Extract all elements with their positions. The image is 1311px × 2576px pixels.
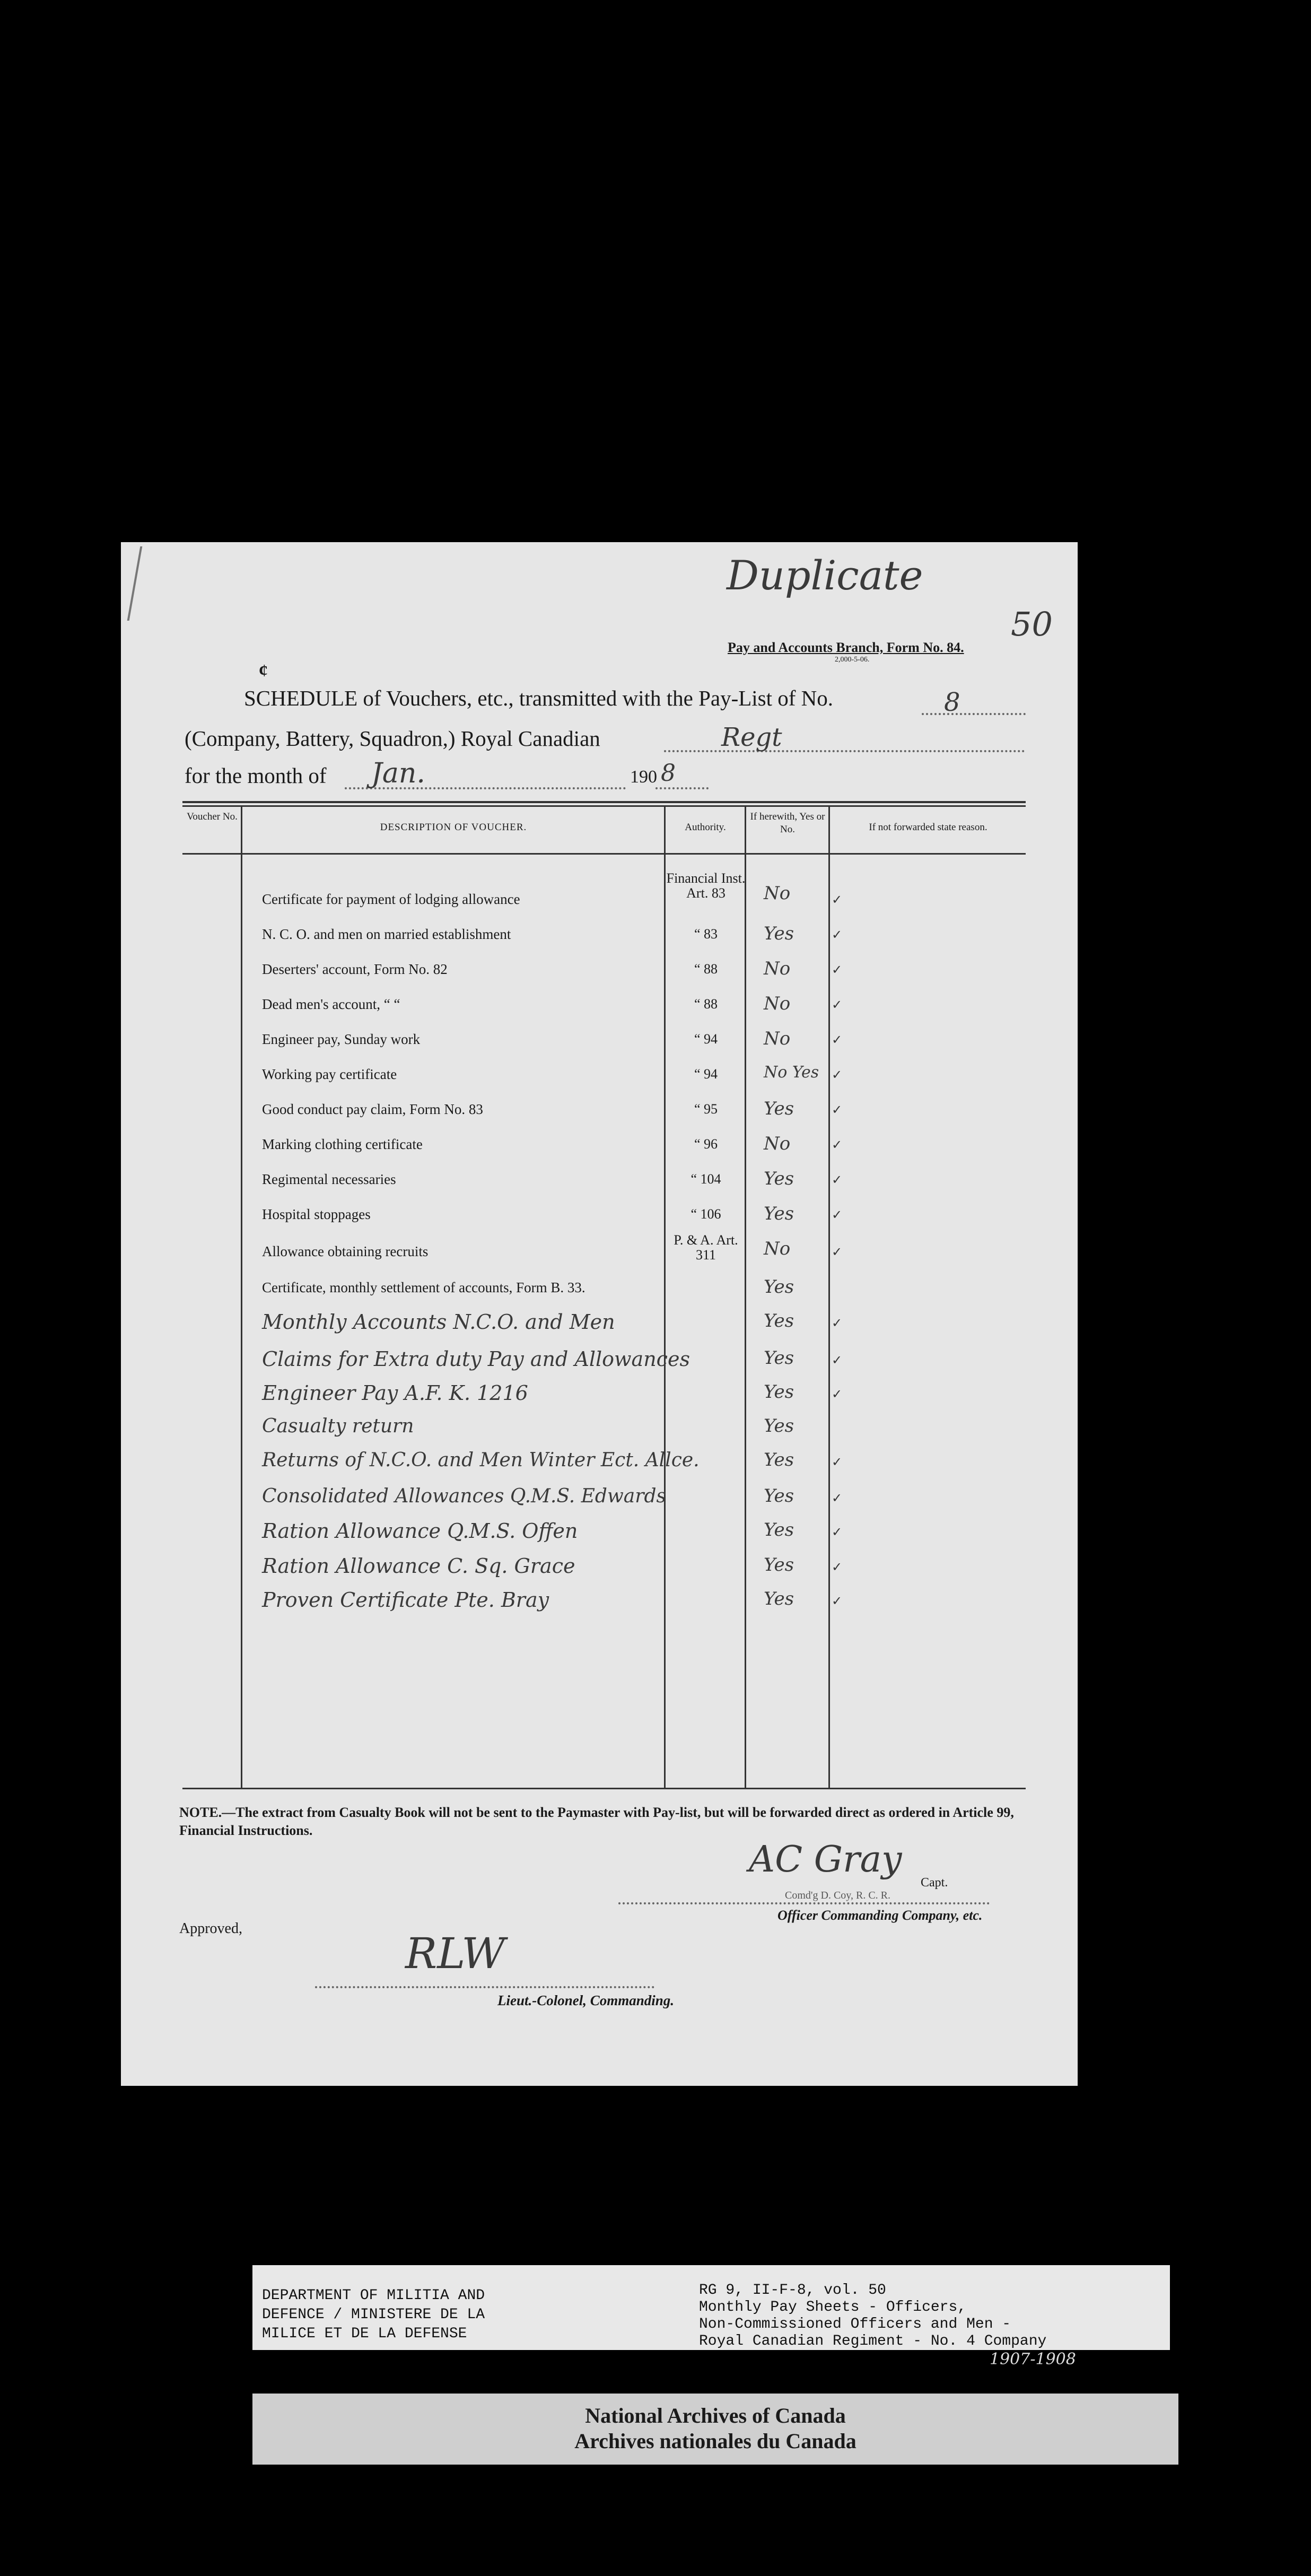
check-mark-icon: ✓ bbox=[832, 1317, 843, 1330]
archives-name-en: National Archives of Canada bbox=[585, 2404, 846, 2427]
check-mark-icon: ✓ bbox=[832, 1068, 843, 1082]
row-authority: “ 88 bbox=[694, 961, 718, 977]
row-authority: “ 94 bbox=[694, 1066, 718, 1082]
row-description: Hospital stoppages bbox=[262, 1206, 371, 1222]
print-code: 2,000-5-06. bbox=[835, 656, 870, 664]
row-description: Working pay certificate bbox=[262, 1066, 397, 1082]
paylist-dotted-line bbox=[922, 713, 1026, 715]
check-mark-icon: ✓ bbox=[832, 893, 843, 907]
year-suffix: 8 bbox=[661, 760, 676, 787]
check-mark-icon: ✓ bbox=[832, 1208, 843, 1222]
check-mark-icon: ✓ bbox=[832, 1103, 843, 1117]
row-herewith: Yes bbox=[764, 1449, 794, 1470]
row-authority: P. & A. Art. 311 bbox=[674, 1232, 738, 1263]
row-herewith: No Yes bbox=[764, 1063, 819, 1082]
header-herewith: If herewith, Yes or No. bbox=[750, 811, 825, 835]
month-value: Jan. bbox=[371, 758, 425, 789]
table-top-rule bbox=[182, 801, 1026, 803]
marker-glyph: ¢ bbox=[259, 661, 268, 681]
row-authority: “ 104 bbox=[691, 1171, 721, 1187]
officer-signature: AC Gray bbox=[749, 1839, 902, 1881]
check-mark-icon: ✓ bbox=[832, 963, 843, 977]
row-description: Good conduct pay claim, Form No. 83 bbox=[262, 1101, 483, 1117]
row-description: Ration Allowance C. Sq. Grace bbox=[262, 1554, 575, 1578]
lc-caption: Lieut.-Colonel, Commanding. bbox=[497, 1992, 675, 2008]
approved-label: Approved, bbox=[179, 1920, 242, 1937]
company-stamp: Comd'g D. Coy, R. C. R. bbox=[785, 1890, 891, 1901]
lc-dotted-line bbox=[315, 1986, 654, 1988]
row-herewith: No bbox=[764, 1133, 791, 1154]
years-annotation: 1907-1908 bbox=[990, 2350, 1076, 2369]
row-description: Proven Certificate Pte. Bray bbox=[262, 1588, 549, 1612]
captain-label: Capt. bbox=[921, 1876, 948, 1890]
row-description: Deserters' account, Form No. 82 bbox=[262, 961, 448, 977]
row-herewith: Yes bbox=[764, 1588, 794, 1609]
row-description: Marking clothing certificate bbox=[262, 1136, 423, 1152]
check-mark-icon: ✓ bbox=[832, 998, 843, 1012]
row-authority: “ 83 bbox=[694, 926, 718, 942]
row-description: Consolidated Allowances Q.M.S. Edwards bbox=[262, 1485, 666, 1507]
row-authority: “ 94 bbox=[694, 1031, 718, 1047]
row-herewith: Yes bbox=[764, 1310, 794, 1331]
row-description: Certificate for payment of lodging allowance bbox=[262, 891, 520, 907]
row-description: Engineer pay, Sunday work bbox=[262, 1031, 421, 1047]
row-description: Regimental necessaries bbox=[262, 1171, 396, 1187]
row-description: Certificate, monthly settlement of accounts, Form B. 33. bbox=[262, 1280, 585, 1295]
row-herewith: Yes bbox=[764, 923, 794, 944]
check-mark-icon: ✓ bbox=[832, 1246, 843, 1259]
row-herewith: Yes bbox=[764, 1485, 794, 1507]
branch-form-label: Pay and Accounts Branch, Form No. 84. bbox=[728, 640, 964, 655]
row-herewith: Yes bbox=[764, 1519, 794, 1541]
header-authority: Authority. bbox=[685, 822, 726, 833]
dept-line-1: DEPARTMENT OF MILITIA AND bbox=[262, 2287, 485, 2304]
header-voucher-no: Voucher No. bbox=[187, 811, 238, 822]
row-description: Allowance obtaining recruits bbox=[262, 1243, 429, 1259]
handwritten-title: Duplicate bbox=[727, 552, 923, 599]
table-bottom-rule bbox=[182, 1788, 1026, 1789]
page-number: 50 bbox=[1011, 605, 1053, 643]
row-herewith: Yes bbox=[764, 1203, 794, 1224]
paylist-number: 8 bbox=[944, 687, 960, 717]
schedule-line: SCHEDULE of Vouchers, etc., transmitted with the Pay-List of No. bbox=[244, 686, 834, 710]
month-line: for the month of bbox=[185, 763, 327, 788]
row-description: Dead men's account, “ “ bbox=[262, 996, 400, 1012]
row-authority: “ 106 bbox=[691, 1206, 721, 1222]
footnote: NOTE.—The extract from Casualty Book will not be sent to the Paymaster with Pay-list, but will be forwarded direct as ordered in Article 99, Financial Instructions. bbox=[179, 1805, 1014, 1838]
row-herewith: No bbox=[764, 1238, 791, 1259]
year-prefix: 190 bbox=[630, 767, 657, 787]
check-mark-icon: ✓ bbox=[832, 1492, 843, 1505]
archives-name-fr: Archives nationales du Canada bbox=[574, 2429, 856, 2453]
row-authority: “ 96 bbox=[694, 1136, 718, 1152]
archive-reference-label bbox=[252, 2265, 1170, 2350]
dept-line-3: MILICE ET DE LA DEFENSE bbox=[262, 2326, 467, 2342]
unit-name: Regt bbox=[721, 723, 782, 752]
dept-line-2: DEFENCE / MINISTERE DE LA bbox=[262, 2307, 485, 2323]
row-description: Returns of N.C.O. and Men Winter Ect. Allce. bbox=[262, 1449, 700, 1471]
check-mark-icon: ✓ bbox=[832, 1595, 843, 1608]
row-herewith: No bbox=[764, 993, 791, 1014]
row-herewith: No bbox=[764, 1028, 791, 1049]
ref-line-4: Royal Canadian Regiment - No. 4 Company bbox=[699, 2333, 1047, 2349]
table-top-rule-2 bbox=[182, 805, 1026, 807]
officer-dotted-line bbox=[618, 1902, 990, 1904]
check-mark-icon: ✓ bbox=[832, 1138, 843, 1152]
unit-line: (Company, Battery, Squadron,) Royal Canadian bbox=[185, 726, 600, 751]
row-description: N. C. O. and men on married establishment bbox=[262, 926, 511, 942]
row-authority: “ 88 bbox=[694, 996, 718, 1012]
row-herewith: No bbox=[764, 883, 791, 904]
check-mark-icon: ✓ bbox=[832, 1561, 843, 1574]
row-herewith: Yes bbox=[764, 1381, 794, 1403]
row-description: Casualty return bbox=[262, 1415, 414, 1437]
check-mark-icon: ✓ bbox=[832, 1173, 843, 1187]
row-authority: “ 95 bbox=[694, 1101, 718, 1117]
check-mark-icon: ✓ bbox=[832, 1526, 843, 1539]
ref-line-2: Monthly Pay Sheets - Officers, bbox=[699, 2299, 967, 2316]
table-header-rule bbox=[182, 853, 1026, 855]
check-mark-icon: ✓ bbox=[832, 1456, 843, 1469]
year-dotted-line bbox=[656, 787, 709, 789]
check-mark-icon: ✓ bbox=[832, 1033, 843, 1047]
lc-signature: RLW bbox=[405, 1929, 505, 1978]
row-herewith: Yes bbox=[764, 1347, 794, 1369]
ref-line-3: Non-Commissioned Officers and Men - bbox=[699, 2316, 1011, 2333]
check-mark-icon: ✓ bbox=[832, 928, 843, 942]
header-description: DESCRIPTION OF VOUCHER. bbox=[380, 822, 527, 833]
row-description: Claims for Extra duty Pay and Allowances bbox=[262, 1347, 690, 1371]
row-herewith: No bbox=[764, 958, 791, 979]
check-mark-icon: ✓ bbox=[832, 1354, 843, 1368]
column-divider-2 bbox=[664, 805, 666, 1788]
officer-caption: Officer Commanding Company, etc. bbox=[777, 1908, 983, 1923]
row-herewith: Yes bbox=[764, 1168, 794, 1189]
row-authority: Financial Inst. Art. 83 bbox=[666, 871, 746, 901]
row-description: Engineer Pay A.F. K. 1216 bbox=[262, 1381, 528, 1405]
row-herewith: Yes bbox=[764, 1554, 794, 1576]
row-herewith: Yes bbox=[764, 1276, 794, 1298]
header-reason: If not forwarded state reason. bbox=[869, 822, 987, 833]
row-description: Monthly Accounts N.C.O. and Men bbox=[262, 1310, 615, 1334]
check-mark-icon: ✓ bbox=[832, 1388, 843, 1402]
column-divider-4 bbox=[828, 805, 830, 1788]
column-divider-3 bbox=[745, 805, 746, 1788]
archives-banner bbox=[252, 2394, 1178, 2465]
column-divider-1 bbox=[241, 805, 242, 1788]
ref-line-1: RG 9, II-F-8, vol. 50 bbox=[699, 2282, 886, 2299]
row-description: Ration Allowance Q.M.S. Offen bbox=[262, 1519, 578, 1543]
row-herewith: Yes bbox=[764, 1098, 794, 1119]
row-herewith: Yes bbox=[764, 1415, 794, 1437]
unit-dotted-line bbox=[664, 750, 1025, 752]
